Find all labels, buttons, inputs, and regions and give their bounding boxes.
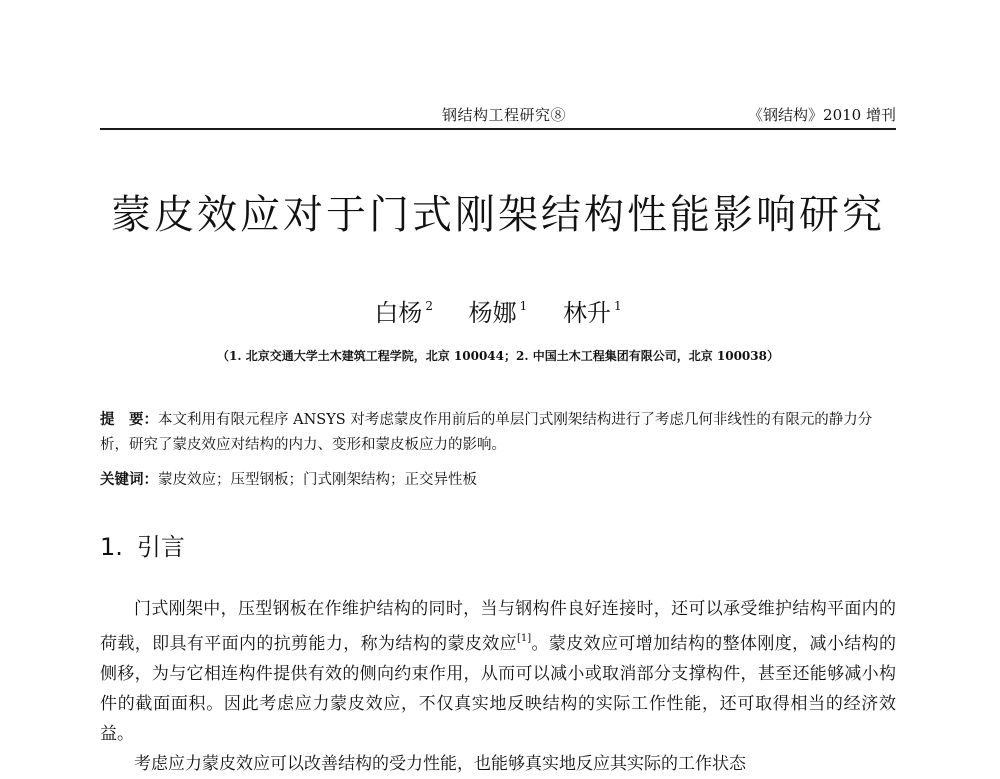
series-title: 钢结构工程研究⑧ [442,106,567,124]
paragraph [100,594,896,749]
author-name: 白杨 [374,299,423,327]
paragraph-text: 。蒙皮效应可增加结构的整体刚度，减小结构的侧移，为与它相连构件提供有效的侧向约束作用，从而可以减小或取消部分支撑构件，甚至还能够减小构件的截面面积。因此考虑应力蒙皮效应，不仅真实地反映结构的实际工作性能，还可取得相当的经济效益。 [100,634,897,744]
author [563,293,622,328]
abstract-label: 提 要： [100,412,158,428]
journal-name: 《钢结构》2010 增刊 [748,106,896,124]
author-name: 杨娜 [468,299,517,327]
keywords [100,469,896,491]
header-rule [100,128,896,130]
author-affiliation-mark: 2 [425,299,434,313]
author-list [100,293,896,328]
author-name: 林升 [562,299,611,327]
keywords-text: 蒙皮效应；压型钢板；门式刚架结构；正交异性板 [158,472,477,488]
paragraph-text: 门式刚架中，压型钢板在作维护结构的同时，当与钢构件良好连接时，还可以承受维护结构平面内的荷载，即具有平面内的抗剪能力，称为结构的蒙皮效应 [100,599,896,654]
abstract [100,408,896,458]
citation-ref: [1] [516,633,532,644]
section-number: 1. [100,533,123,561]
author [374,293,433,328]
body-text [100,594,896,779]
section-heading [100,527,185,562]
paragraph: 考虑应力蒙皮效应可以改善结构的受力性能，也能够真实地反应其实际的工作状态 [134,754,746,774]
affiliations: （1. 北京交通大学土木建筑工程学院，北京 100044；2. 中国土木工程集团有限公司，北京 100038） [217,349,779,363]
author [469,293,528,328]
paper-title: 蒙皮效应对于门式刚架结构性能影响研究 [111,192,885,238]
abstract-text: 本文利用有限元程序 ANSYS 对考虑蒙皮作用前后的单层门式刚架结构进行了考虑几何非线性的有限元的静力分析，研究了蒙皮效应对结构的内力、变形和蒙皮板应力的影响。 [100,412,873,453]
author-affiliation-mark: 1 [519,299,528,313]
section-title: 引言 [136,533,185,561]
running-header [100,100,896,130]
author-affiliation-mark: 1 [613,299,622,313]
keywords-label: 关键词： [100,472,158,488]
